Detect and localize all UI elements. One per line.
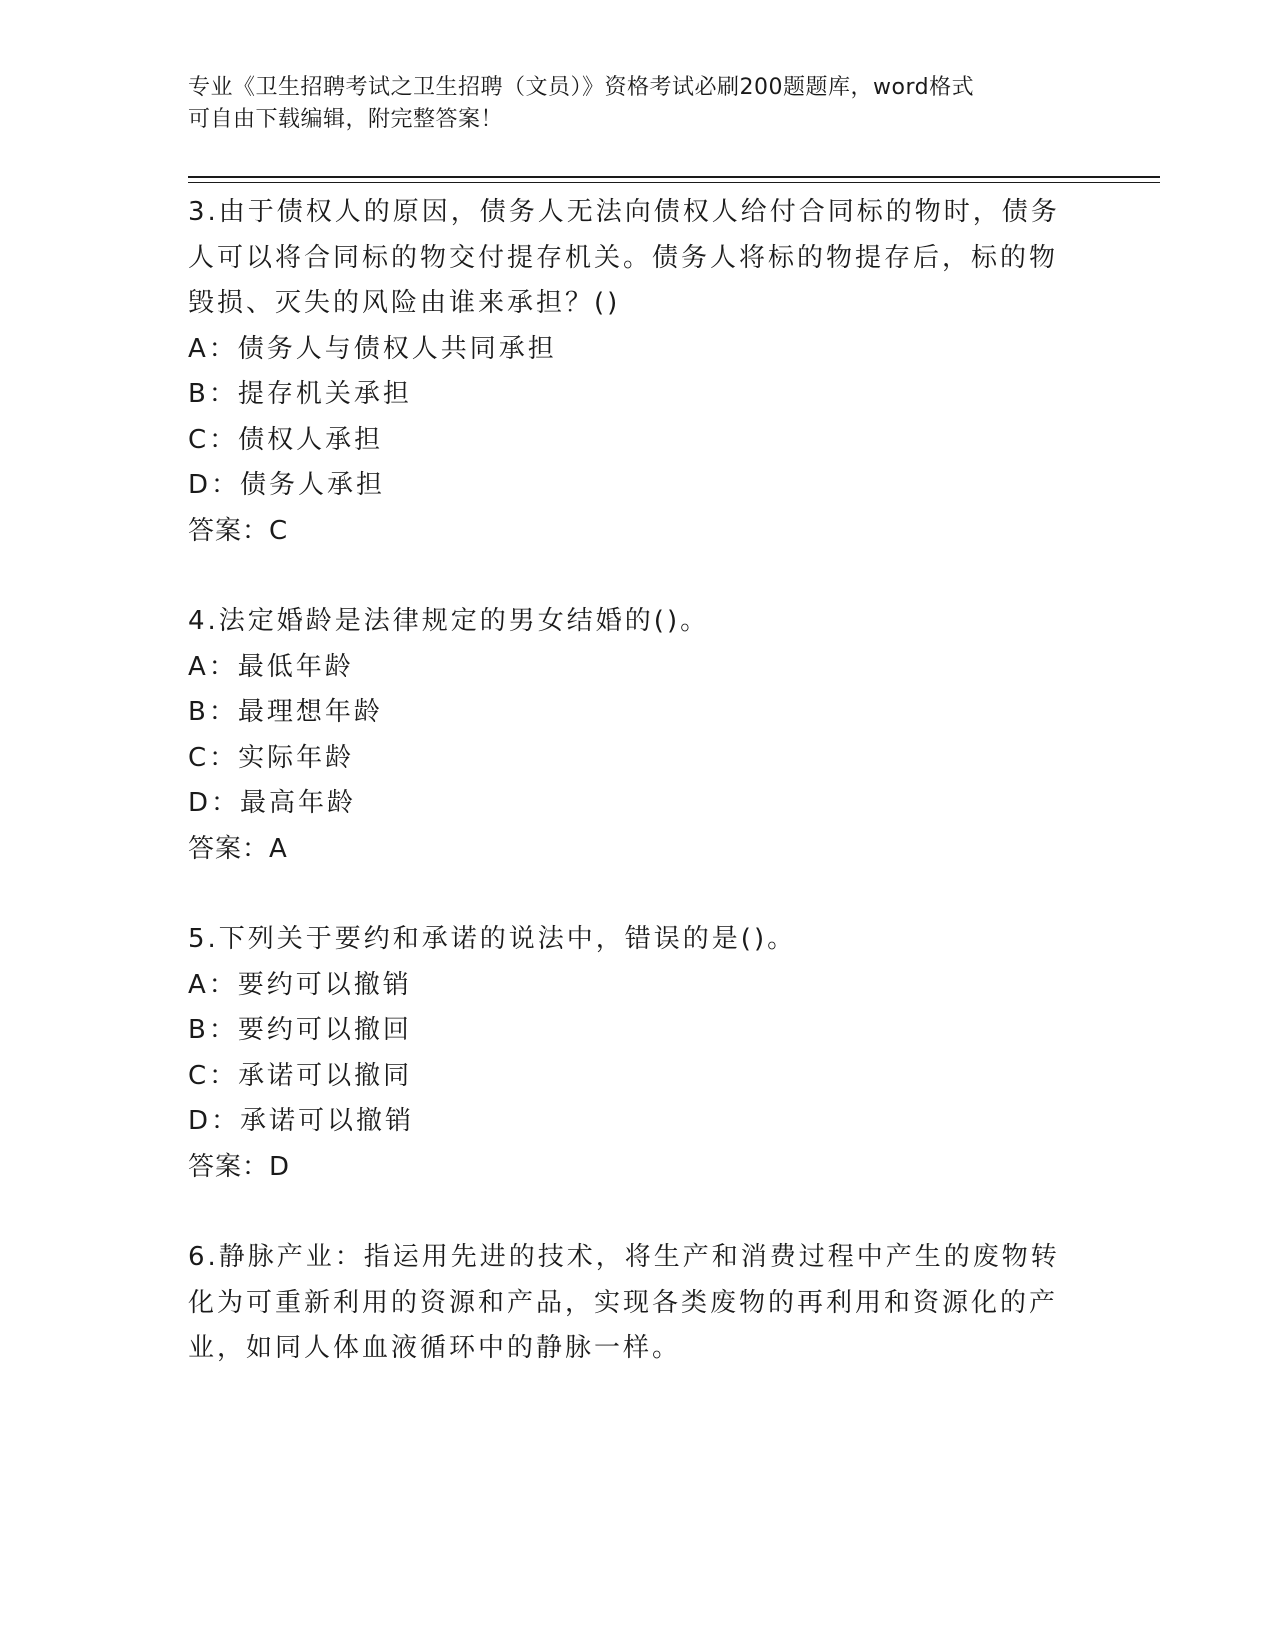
question-stem-line: 4.法定婚龄是法律规定的男女结婚的()。 xyxy=(188,606,710,636)
option-b: B：提存机关承担 xyxy=(188,379,412,409)
question-stem-line: 5.下列关于要约和承诺的说法中，错误的是()。 xyxy=(188,924,797,954)
option-d: D：最高年龄 xyxy=(188,788,357,818)
question-stem-line: 3.由于债权人的原因，债务人无法向债权人给付合同标的物时，债务 xyxy=(188,197,1060,227)
question-stem-line: 人可以将合同标的物交付提存机关。债务人将标的物提存后，标的物 xyxy=(188,242,1059,273)
option-d: D：承诺可以撤销 xyxy=(188,1106,415,1136)
option-a: A：债务人与债权人共同承担 xyxy=(188,333,557,364)
option-c: C：实际年龄 xyxy=(188,742,355,773)
question-stem-line: 化为可重新利用的资源和产品，实现各类废物的再利用和资源化的产 xyxy=(188,1287,1059,1318)
header-divider-thick xyxy=(188,176,1160,178)
question-stem-line: 业，如同人体血液循环中的静脉一样。 xyxy=(188,1333,682,1363)
option-c: C：承诺可以撤同 xyxy=(188,1060,413,1091)
option-a: A：最低年龄 xyxy=(188,651,354,682)
question-stem-line: 毁损、灭失的风险由谁来承担？() xyxy=(188,288,621,318)
option-d: D：债务人承担 xyxy=(188,470,386,500)
option-b: B：最理想年龄 xyxy=(188,697,383,727)
question-stem-line: 6.静脉产业：指运用先进的技术，将生产和消费过程中产生的废物转 xyxy=(188,1242,1060,1272)
header-line-1: 专业《卫生招聘考试之卫生招聘（文员）》资格考试必刷200题题库，word格式 xyxy=(188,75,975,100)
answer-line: 答案：A xyxy=(188,833,288,864)
answer-line: 答案：D xyxy=(188,1151,291,1182)
header-divider-thin xyxy=(188,182,1160,183)
question-5 xyxy=(188,917,1088,1190)
header-line-2: 可自由下载编辑，附完整答案！ xyxy=(188,107,504,132)
answer-line: 答案：C xyxy=(188,515,289,546)
option-c: C：债权人承担 xyxy=(188,424,384,455)
question-3 xyxy=(188,190,1088,554)
option-a: A：要约可以撤销 xyxy=(188,969,412,1000)
question-6 xyxy=(188,1235,1088,1372)
question-4 xyxy=(188,599,1088,872)
option-b: B：要约可以撤回 xyxy=(188,1015,412,1045)
question-list xyxy=(188,190,1088,1417)
document-header xyxy=(188,72,1088,136)
